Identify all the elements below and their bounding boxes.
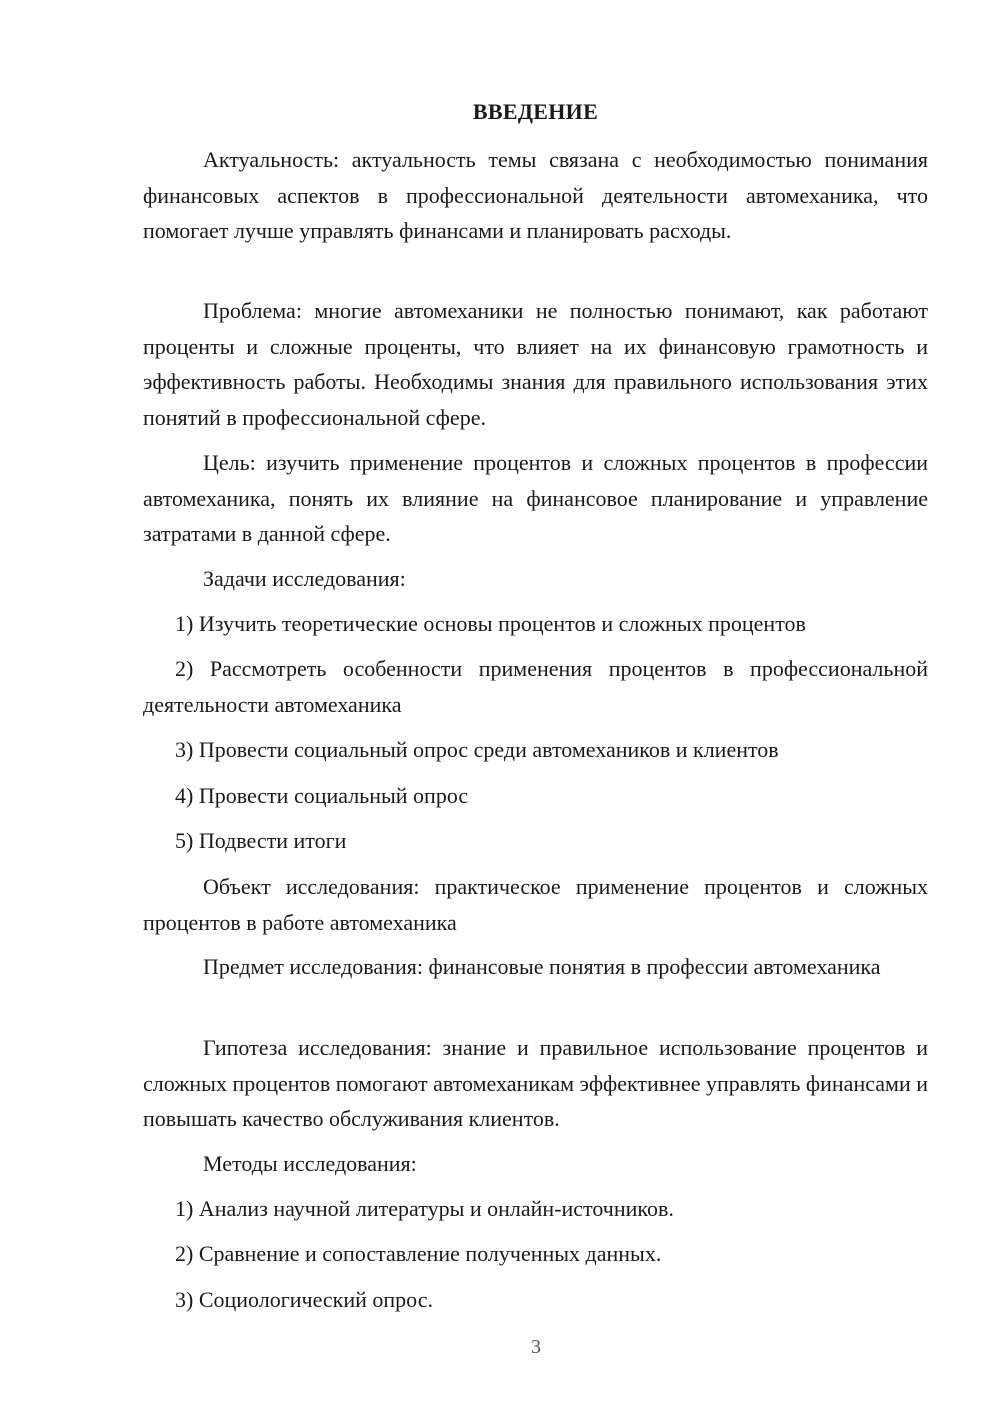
subject-paragraph: Предмет исследования: финансовые понятия в профессии автомеханика [203,954,881,979]
task-item-4: 4) Провести социальный опрос [175,783,469,808]
hypothesis-paragraph: Гипотеза исследования: знание и правильное использование процентов и сложных процентов помогают автомеханикам эффективнее управлять финансами и повышать качество обслуживания клиентов. [143,1035,928,1131]
method-item-1: 1) Анализ научной литературы и онлайн-источников. [175,1196,674,1221]
task-item-1: 1) Изучить теоретические основы процентов и сложных процентов [175,611,806,636]
page-number: 3 [531,1336,541,1358]
problem-paragraph: Проблема: многие автомеханики не полностью понимают, как работают проценты и сложные проценты, что влияет на их финансовую грамотность и эффективность работы. Необходимы знания для правильного использования этих понятий в профессиональной сфере. [143,298,928,430]
task-item-2: 2) Рассмотреть особенности применения процентов в профессиональной деятельности автомеханика [143,656,928,717]
task-item-3: 3) Провести социальный опрос среди автомехаников и клиентов [175,737,779,762]
goal-paragraph: Цель: изучить применение процентов и сложных процентов в профессии автомеханика, понять их влияние на финансовое планирование и управление затратами в данной сфере. [143,450,928,546]
task-item-5: 5) Подвести итоги [175,828,347,853]
method-item-3: 3) Социологический опрос. [175,1287,433,1312]
relevance-paragraph: Актуальность: актуальность темы связана с необходимостью понимания финансовых аспектов в профессиональной деятельности автомеханика, что помогает лучше управлять финансами и планировать расходы. [143,147,928,243]
tasks-heading: Задачи исследования: [203,566,406,591]
method-item-2: 2) Сравнение и сопоставление полученных данных. [175,1241,662,1266]
section-title: ВВЕДЕНИЕ [472,99,599,124]
methods-heading: Методы исследования: [203,1151,417,1176]
object-paragraph: Объект исследования: практическое применение процентов и сложных процентов в работе автомеханика [143,874,928,935]
